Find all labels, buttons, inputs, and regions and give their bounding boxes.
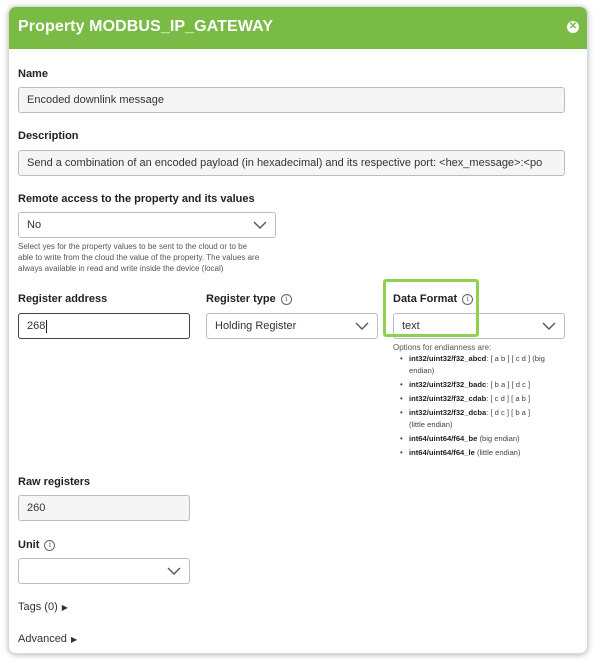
option-name: int64/uint64/f64_be xyxy=(409,434,478,443)
help-line: able to write from the cloud the value of the property. The values are xyxy=(18,253,260,262)
remote-access-value: No xyxy=(27,219,42,231)
data-format-options-title: Options for endianness are: xyxy=(393,343,492,352)
name-value: Encoded downlink message xyxy=(27,94,164,106)
register-type-select[interactable] xyxy=(206,313,378,339)
option-desc: endian) xyxy=(409,366,435,375)
list-item xyxy=(398,379,578,391)
caret-right-icon: ▶ xyxy=(70,635,78,644)
list-item xyxy=(398,353,578,377)
remote-access-select[interactable] xyxy=(18,212,276,238)
data-format-label xyxy=(393,293,473,305)
remote-access-help xyxy=(18,241,259,274)
register-type-value: Holding Register xyxy=(215,320,297,332)
register-type-label xyxy=(206,293,292,305)
dialog-header xyxy=(9,7,587,49)
option-name: int32/uint32/f32_abcd xyxy=(409,354,487,363)
chevron-down-icon xyxy=(167,567,181,576)
raw-registers-label: Raw registers xyxy=(18,476,91,488)
unit-label xyxy=(18,539,55,551)
help-line: always available in read and write inside the device (local) xyxy=(18,264,224,273)
unit-label-text: Unit xyxy=(18,539,40,551)
option-desc: : [ b a ] [ d c ] xyxy=(486,380,531,389)
register-address-input[interactable] xyxy=(18,313,190,339)
option-desc: : [ c d ] [ a b ] xyxy=(486,394,531,403)
list-item xyxy=(398,433,578,445)
advanced-expander[interactable] xyxy=(18,633,77,645)
option-desc: (little endian) xyxy=(409,420,453,429)
advanced-label: Advanced xyxy=(18,633,67,645)
option-desc: (little endian) xyxy=(474,448,521,457)
caret-right-icon: ▶ xyxy=(61,603,68,612)
chevron-down-icon xyxy=(542,322,556,331)
option-desc: : [ a b ] [ c d ] (big xyxy=(486,354,545,363)
data-format-select[interactable] xyxy=(393,313,565,339)
help-line: Select yes for the property values to be sent to the cloud or to be xyxy=(18,242,248,251)
info-icon[interactable]: i xyxy=(44,540,55,551)
description-label: Description xyxy=(18,130,79,142)
description-input[interactable] xyxy=(18,150,565,176)
option-name: int32/uint32/f32_cdab xyxy=(409,394,487,403)
unit-select[interactable] xyxy=(18,558,190,584)
list-item xyxy=(398,407,578,431)
option-name: int64/uint64/f64_le xyxy=(409,448,475,457)
remote-access-label: Remote access to the property and its values xyxy=(18,193,255,205)
data-format-options-list xyxy=(398,353,578,461)
list-item xyxy=(398,393,578,405)
register-address-label: Register address xyxy=(18,293,108,305)
register-type-label-text: Register type xyxy=(206,293,276,305)
raw-registers-input[interactable] xyxy=(18,495,190,521)
name-input[interactable] xyxy=(18,87,565,113)
raw-registers-value: 260 xyxy=(27,502,46,514)
info-icon[interactable]: i xyxy=(462,294,473,305)
option-name: int32/uint32/f32_badc xyxy=(409,380,487,389)
option-name: int32/uint32/f32_dcba xyxy=(409,408,487,417)
register-address-value: 268 xyxy=(27,320,46,332)
property-dialog xyxy=(8,6,588,654)
close-icon[interactable]: ✕ xyxy=(568,21,578,32)
description-value: Send a combination of an encoded payload (in hexadecimal) and its respective port: <hex_message>:<po xyxy=(27,157,543,169)
list-item xyxy=(398,447,578,459)
option-desc: : [ d c ] [ b a ] xyxy=(486,408,531,417)
tags-label: Tags (0) xyxy=(18,601,58,613)
text-cursor xyxy=(46,320,47,333)
chevron-down-icon xyxy=(355,322,369,331)
dialog-title: Property MODBUS_IP_GATEWAY xyxy=(18,18,274,35)
data-format-label-text: Data Format xyxy=(393,293,458,305)
chevron-down-icon xyxy=(253,221,267,230)
option-desc: (big endian) xyxy=(477,434,520,443)
tags-expander[interactable] xyxy=(18,601,68,613)
data-format-value: text xyxy=(402,320,420,332)
info-icon[interactable]: i xyxy=(281,294,292,305)
name-label: Name xyxy=(18,68,48,80)
